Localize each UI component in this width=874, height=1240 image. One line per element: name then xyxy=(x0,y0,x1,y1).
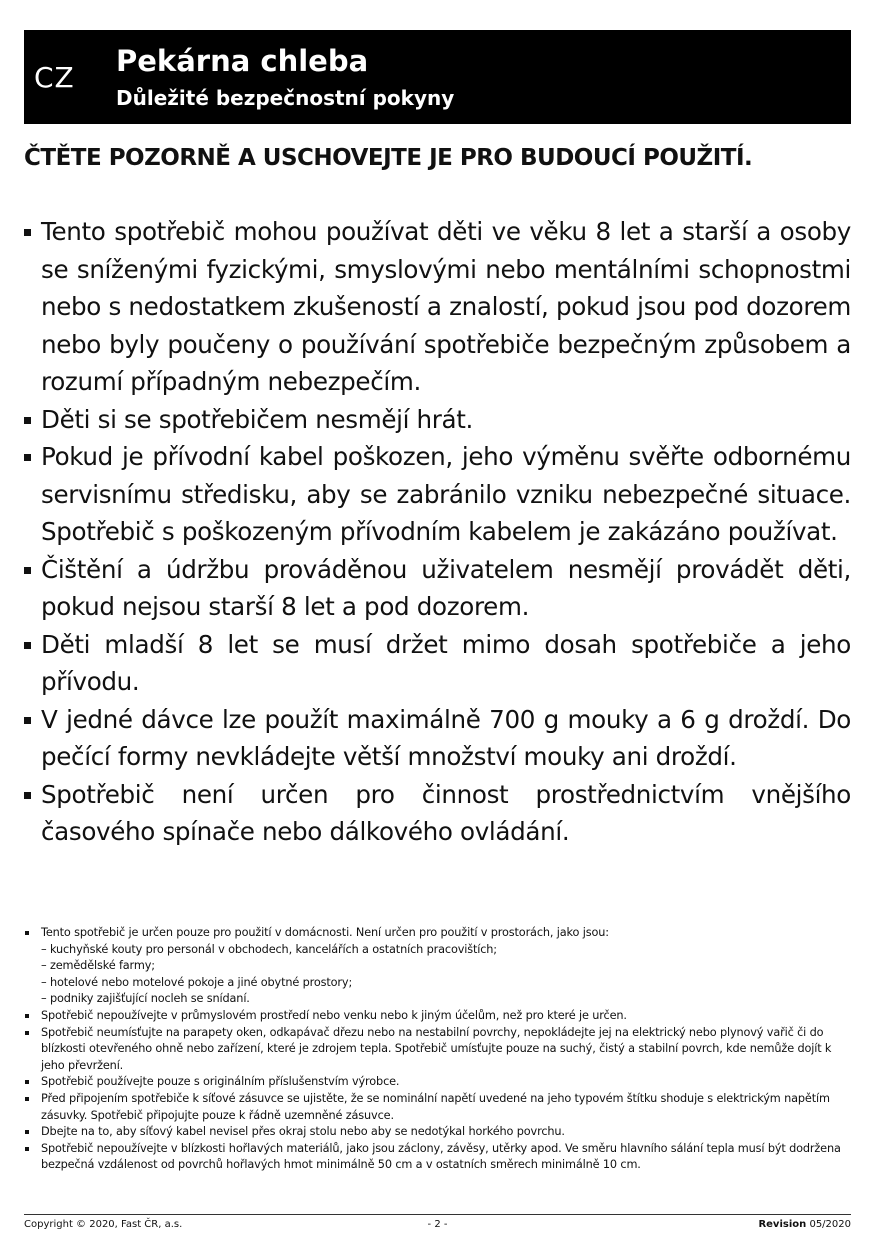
main-list-item: Čištění a údržbu prováděnou uživatelem nesmějí provádět děti, pokud nejsou starší 8 let a pod dozorem. xyxy=(24,551,851,626)
main-list-item: V jedné dávce lze použít maximálně 700 g mouky a 6 g droždí. Do pečící formy nevkládejte větší množství mouky ani droždí. xyxy=(24,701,851,776)
main-safety-list xyxy=(24,213,851,851)
sub-list-line: – kuchyňské kouty pro personál v obchodech, kancelářích a ostatních pracovištích; xyxy=(41,942,497,956)
bullet-icon xyxy=(25,1031,29,1035)
additional-safety-list xyxy=(24,925,851,1174)
bullet-icon xyxy=(24,454,31,461)
revision-date: 05/2020 xyxy=(809,1219,851,1230)
sub-list-line: – hotelové nebo motelové pokoje a jiné obytné prostory; xyxy=(41,975,353,989)
main-list-item: Spotřebič není určen pro činnost prostřednictvím vnějšího časového spínače nebo dálkového ovládání. xyxy=(24,776,851,851)
bullet-icon xyxy=(24,717,31,724)
revision-label: Revision xyxy=(758,1219,807,1230)
small-list-item: Před připojením spotřebiče k síťové zásuvce se ujistěte, že se nominální napětí uvedené na jeho typovém štítku shoduje s elektrickým napětím zásuvky. Spotřebič připojujte pouze k řádně uzemněné zásuvce. xyxy=(24,1091,851,1124)
footer-divider xyxy=(24,1214,851,1215)
bullet-icon xyxy=(25,931,29,935)
main-list-item: Děti mladší 8 let se musí držet mimo dosah spotřebiče a jeho přívodu. xyxy=(24,626,851,701)
main-list-item: Děti si se spotřebičem nesmějí hrát. xyxy=(24,401,851,439)
copyright-text: Copyright © 2020, Fast ČR, a.s. xyxy=(24,1219,183,1230)
bullet-icon xyxy=(25,1014,29,1018)
bullet-icon xyxy=(25,1080,29,1084)
bullet-icon xyxy=(24,229,31,236)
bullet-icon xyxy=(24,792,31,799)
language-code: CZ xyxy=(34,61,75,94)
small-list-item: Spotřebič neumísťujte na parapety oken, odkapávač dřezu nebo na nestabilní povrchy, nepokládejte jej na elektrický nebo plynový vařič či do blízkosti otevřeného ohně nebo zařízení, které je zdrojem tepla. Spotřebič umísťujte pouze na suchý, čistý a stabilní povrch, kde nemůže dojít k jeho převržení. xyxy=(24,1025,851,1075)
page-footer xyxy=(24,1219,851,1235)
bullet-icon xyxy=(24,642,31,649)
bullet-icon xyxy=(24,417,31,424)
sub-list-line: – zemědělské farmy; xyxy=(41,959,155,973)
header-bar xyxy=(24,30,851,124)
main-list-item: Pokud je přívodní kabel poškozen, jeho výměnu svěřte odbornému servisnímu středisku, aby se zabránilo vzniku nebezpečné situace. Spotřebič s poškozeným přívodním kabelem je zakázáno používat. xyxy=(24,438,851,551)
bullet-icon xyxy=(25,1147,29,1151)
small-list-item: Tento spotřebič je určen pouze pro použití v domácnosti. Není určen pro použití v prostorách, jako jsou: – kuchyňské kouty pro personál v obchodech, kancelářích a ostatních pracovištích; – zemědělské farmy; – hotelové nebo motelové pokoje a jiné obytné prostory; – podniky zajišťující nocleh se snídaní. xyxy=(24,925,851,1008)
small-list-item: Spotřebič nepoužívejte v průmyslovém prostředí nebo venku nebo k jiným účelům, než pro které je určen. xyxy=(24,1008,851,1025)
document-title: Pekárna chleba xyxy=(116,44,369,78)
bullet-icon xyxy=(24,567,31,574)
revision-info xyxy=(758,1219,851,1230)
read-notice-heading: ČTĚTE POZORNĚ A USCHOVEJTE JE PRO BUDOUCÍ POUŽITÍ. xyxy=(24,145,753,171)
main-list-item: Tento spotřebič mohou používat děti ve věku 8 let a starší a osoby se sníženými fyzickými, smyslovými nebo mentálními schopnostmi nebo s nedostatkem zkušeností a znalostí, pokud jsou pod dozorem nebo byly poučeny o používání spotřebiče bezpečným způsobem a rozumí případným nebezpečím. xyxy=(24,213,851,401)
page-number: - 2 - xyxy=(427,1219,448,1230)
bullet-icon xyxy=(25,1097,29,1101)
document-subtitle: Důležité bezpečnostní pokyny xyxy=(116,86,455,110)
sub-list-line: – podniky zajišťující nocleh se snídaní. xyxy=(41,992,250,1006)
small-list-item: Spotřebič používejte pouze s originálním příslušenstvím výrobce. xyxy=(24,1074,851,1091)
small-list-item: Spotřebič nepoužívejte v blízkosti hořlavých materiálů, jako jsou záclony, závěsy, utěrky apod. Ve směru hlavního sálání tepla musí být dodržena bezpečná vzdálenost od povrchů hořlavých hmot minimálně 50 cm a v ostatních směrech minimálně 10 cm. xyxy=(24,1141,851,1174)
small-list-item: Dbejte na to, aby síťový kabel nevisel přes okraj stolu nebo aby se nedotýkal horkého povrchu. xyxy=(24,1124,851,1141)
bullet-icon xyxy=(25,1130,29,1134)
